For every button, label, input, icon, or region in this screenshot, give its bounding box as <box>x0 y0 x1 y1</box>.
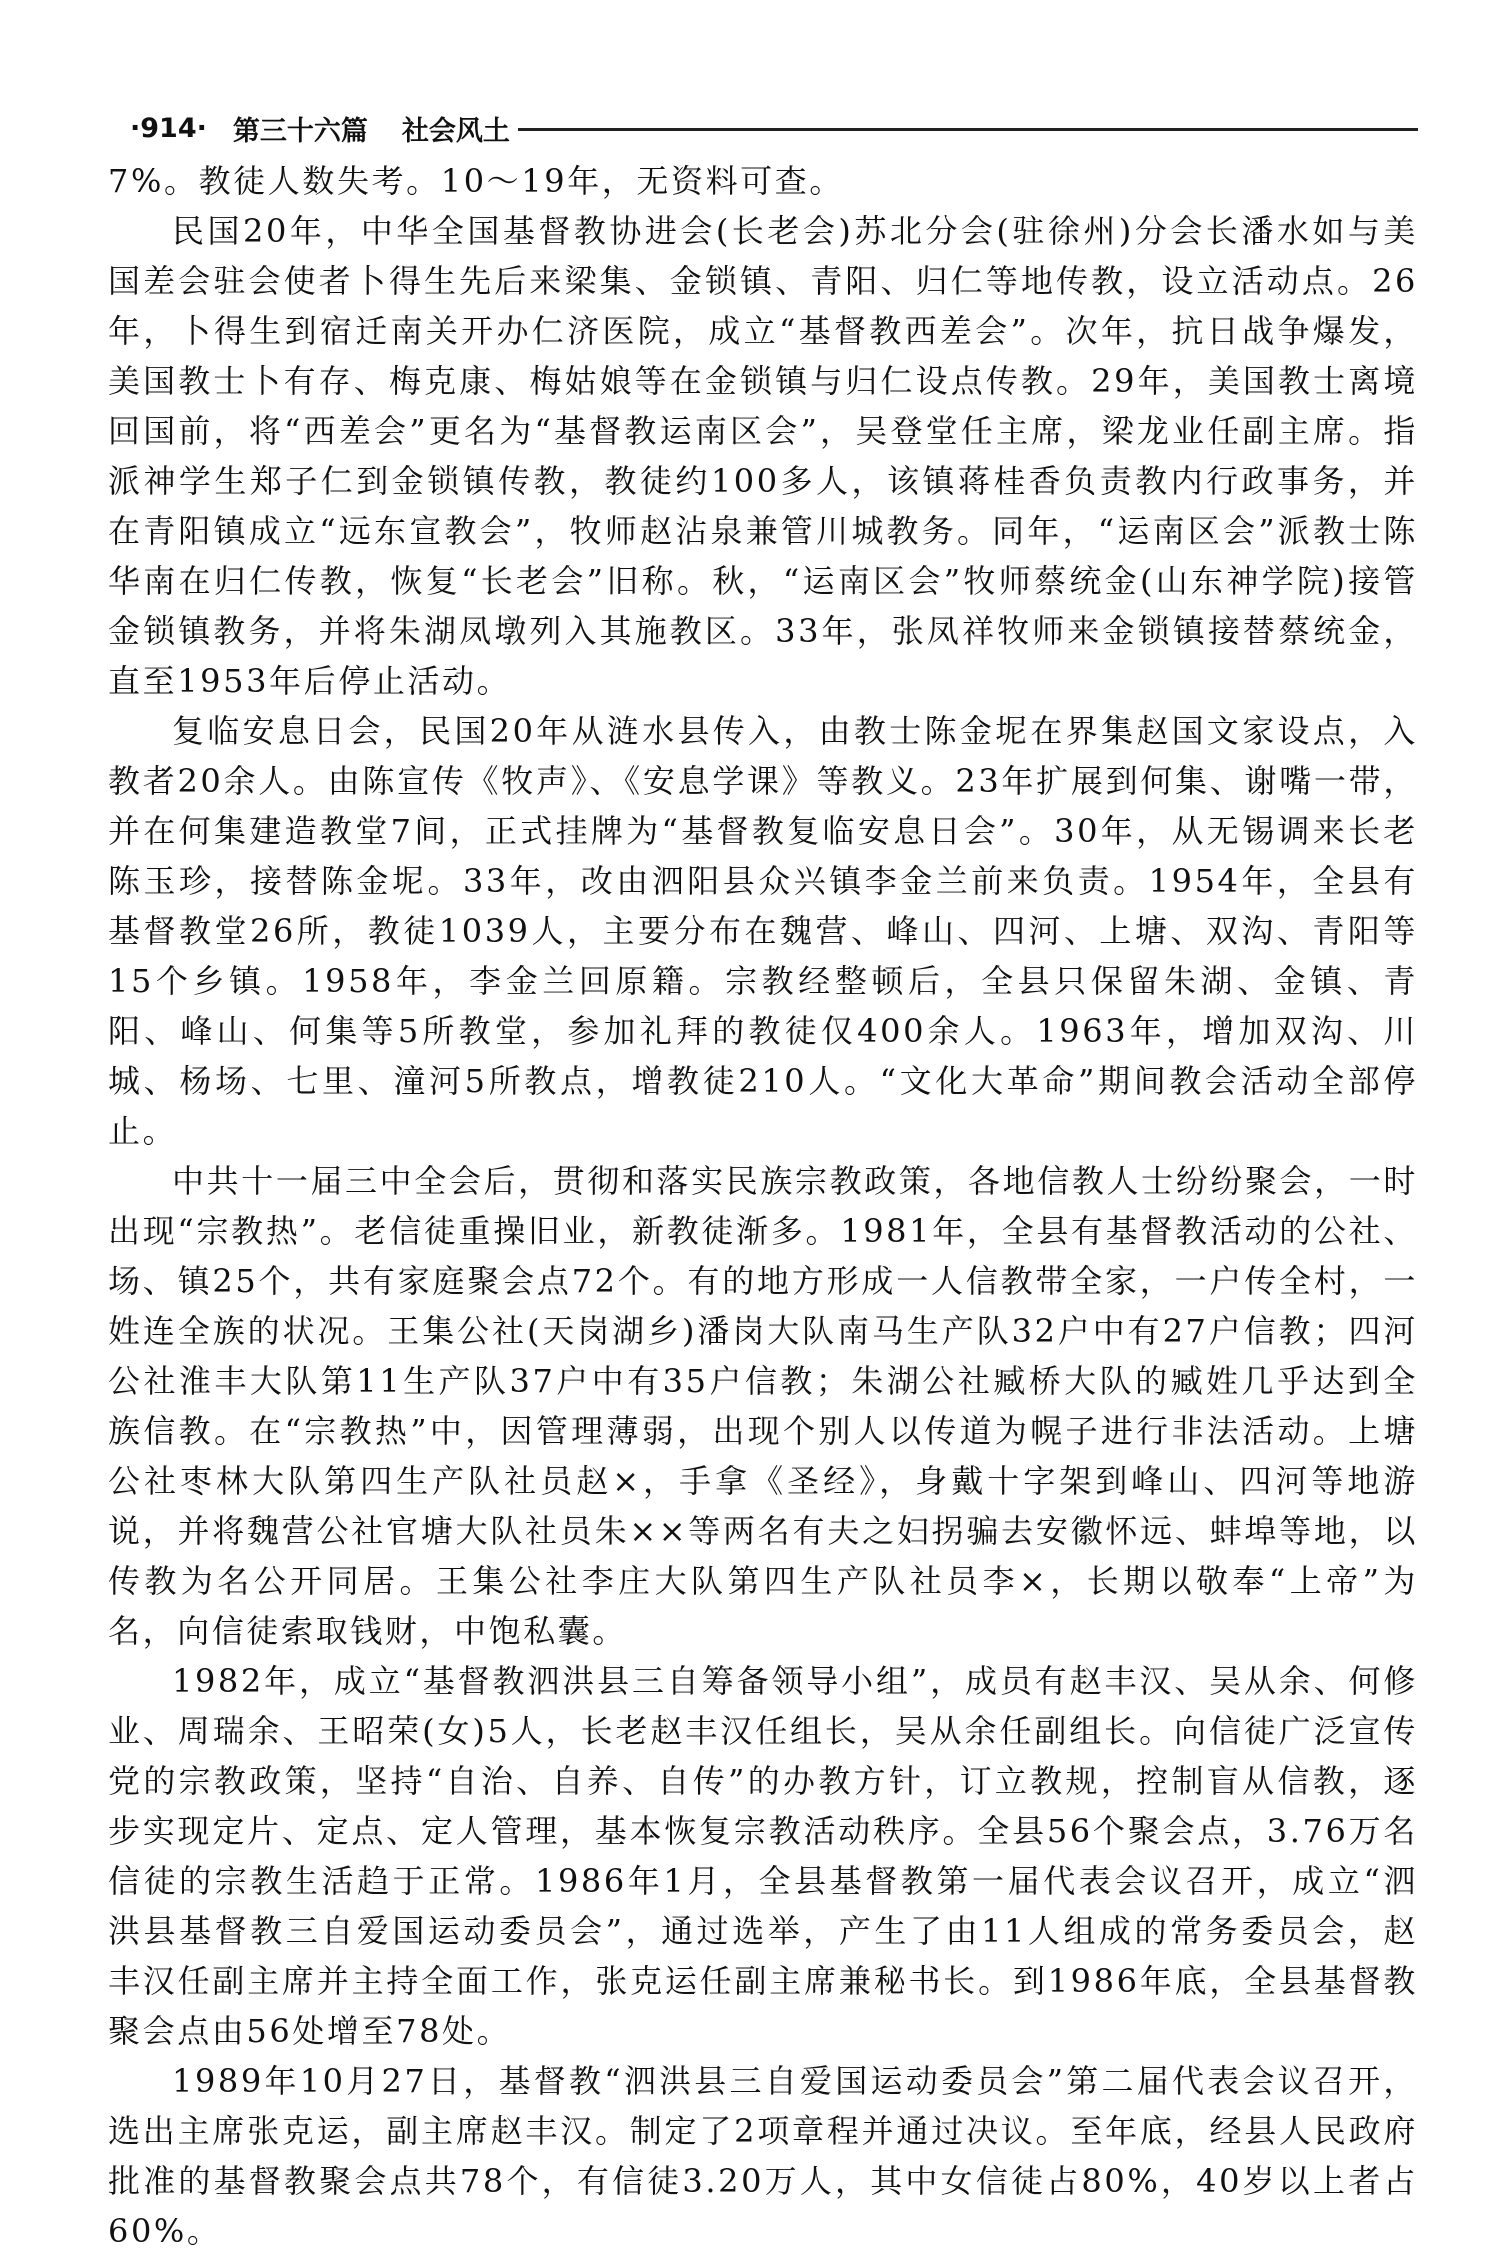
body-text <box>108 156 1418 2256</box>
paragraph-western-mission: 民国20年，中华全国基督教协进会(长老会)苏北分会(驻徐州)分会长潘水如与美国差会驻会使者卜得生先后来梁集、金锁镇、青阳、归仁等地传教，设立活动点。26年，卜得生到宿迁南关开办仁济医院，成立“基督教西差会”。次年，抗日战争爆发，美国教士卜有存、梅克康、梅姑娘等在金锁镇与归仁设点传教。29年，美国教士离境回国前，将“西差会”更名为“基督教运南区会”，吴登堂任主席，梁龙业任副主席。指派神学生郑子仁到金锁镇传教，教徒约100多人，该镇蒋桂香负责教内行政事务，并在青阳镇成立“远东宣教会”，牧师赵沾泉兼管川城教务。同年，“运南区会”派教士陈华南在归仁传教，恢复“长老会”旧称。秋，“运南区会”牧师蔡统金(山东神学院)接管金锁镇教务，并将朱湖凤墩列入其施教区。33年，张凤祥牧师来金锁镇接替蔡统金，直至1953年后停止活动。 <box>108 212 1418 700</box>
running-header <box>108 100 1418 156</box>
page-number: ·914· <box>130 112 207 144</box>
paragraph-three-self-committee: 1982年，成立“基督教泗洪县三自筹备领导小组”，成员有赵丰汉、吴从余、何修业、周瑞余、王昭荣(女)5人，长老赵丰汉任组长，吴从余任副组长。向信徒广泛宣传党的宗教政策，坚持“自治、自养、自传”的办教方针，订立教规，控制盲从信教，逐步实现定片、定点、定人管理，基本恢复宗教活动秩序。全县56个聚会点，3.76万名信徒的宗教生活趋于正常。1986年1月，全县基督教第一届代表会议召开，成立“泗洪县基督教三自爱国运动委员会”，通过选举，产生了由11人组成的常务委员会，赵丰汉任副主席并主持全面工作，张克运任副主席兼秘书长。到1986年底，全县基督教聚会点由56处增至78处。 <box>108 1662 1418 2050</box>
paragraph-adventist-church: 复临安息日会，民国20年从涟水县传入，由教士陈金坭在界集赵国文家设点，入教者20余人。由陈宣传《牧声》、《安息学课》等教义。23年扩展到何集、谢嘴一带，并在何集建造教堂7间，正式挂牌为“基督教复临安息日会”。30年，从无锡调来长老陈玉珍，接替陈金坭。33年，改由泗阳县众兴镇李金兰前来负责。1954年，全县有基督教堂26所，教徒1039人，主要分布在魏营、峰山、四河、上塘、双沟、青阳等15个乡镇。1958年，李金兰回原籍。宗教经整顿后，全县只保留朱湖、金镇、青阳、峰山、何集等5所教堂，参加礼拜的教徒仅400余人。1963年，增加双沟、川城、杨场、七里、潼河5所教点，增教徒210人。“文化大革命”期间教会活动全部停止。 <box>108 712 1418 1150</box>
paragraph-continuation: 7%。教徒人数失考。10～19年，无资料可查。 <box>108 162 845 200</box>
part-title: 第三十六篇 <box>232 115 368 147</box>
section-title: 社会风土 <box>401 115 510 147</box>
paragraph-second-congress: 1989年10月27日，基督教“泗洪县三自爱国运动委员会”第二届代表会议召开，选出主席张克运，副主席赵丰汉。制定了2项章程并通过决议。至年底，经县人民政府批准的基督教聚会点共78个，有信徒3.20万人，其中女信徒占80%，40岁以上者占60%。 <box>108 2062 1418 2250</box>
book-page <box>108 100 1418 2256</box>
paragraph-religion-revival: 中共十一届三中全会后，贯彻和落实民族宗教政策，各地信教人士纷纷聚会，一时出现“宗教热”。老信徒重操旧业，新教徒渐多。1981年，全县有基督教活动的公社、场、镇25个，共有家庭聚会点72个。有的地方形成一人信教带全家，一户传全村，一姓连全族的状况。王集公社(天岗湖乡)潘岗大队南马生产队32户中有27户信教；四河公社淮丰大队第11生产队37户中有35户信教；朱湖公社臧桥大队的臧姓几乎达到全族信教。在“宗教热”中，因管理薄弱，出现个别人以传道为幌子进行非法活动。上塘公社枣林大队第四生产队社员赵×，手拿《圣经》，身戴十字架到峰山、四河等地游说，并将魏营公社官塘大队社员朱××等两名有夫之妇拐骗去安徽怀远、蚌埠等地，以传教为名公开同居。王集公社李庄大队第四生产队社员李×，长期以敬奉“上帝”为名，向信徒索取钱财，中饱私囊。 <box>108 1162 1418 1650</box>
header-rule <box>518 128 1418 131</box>
